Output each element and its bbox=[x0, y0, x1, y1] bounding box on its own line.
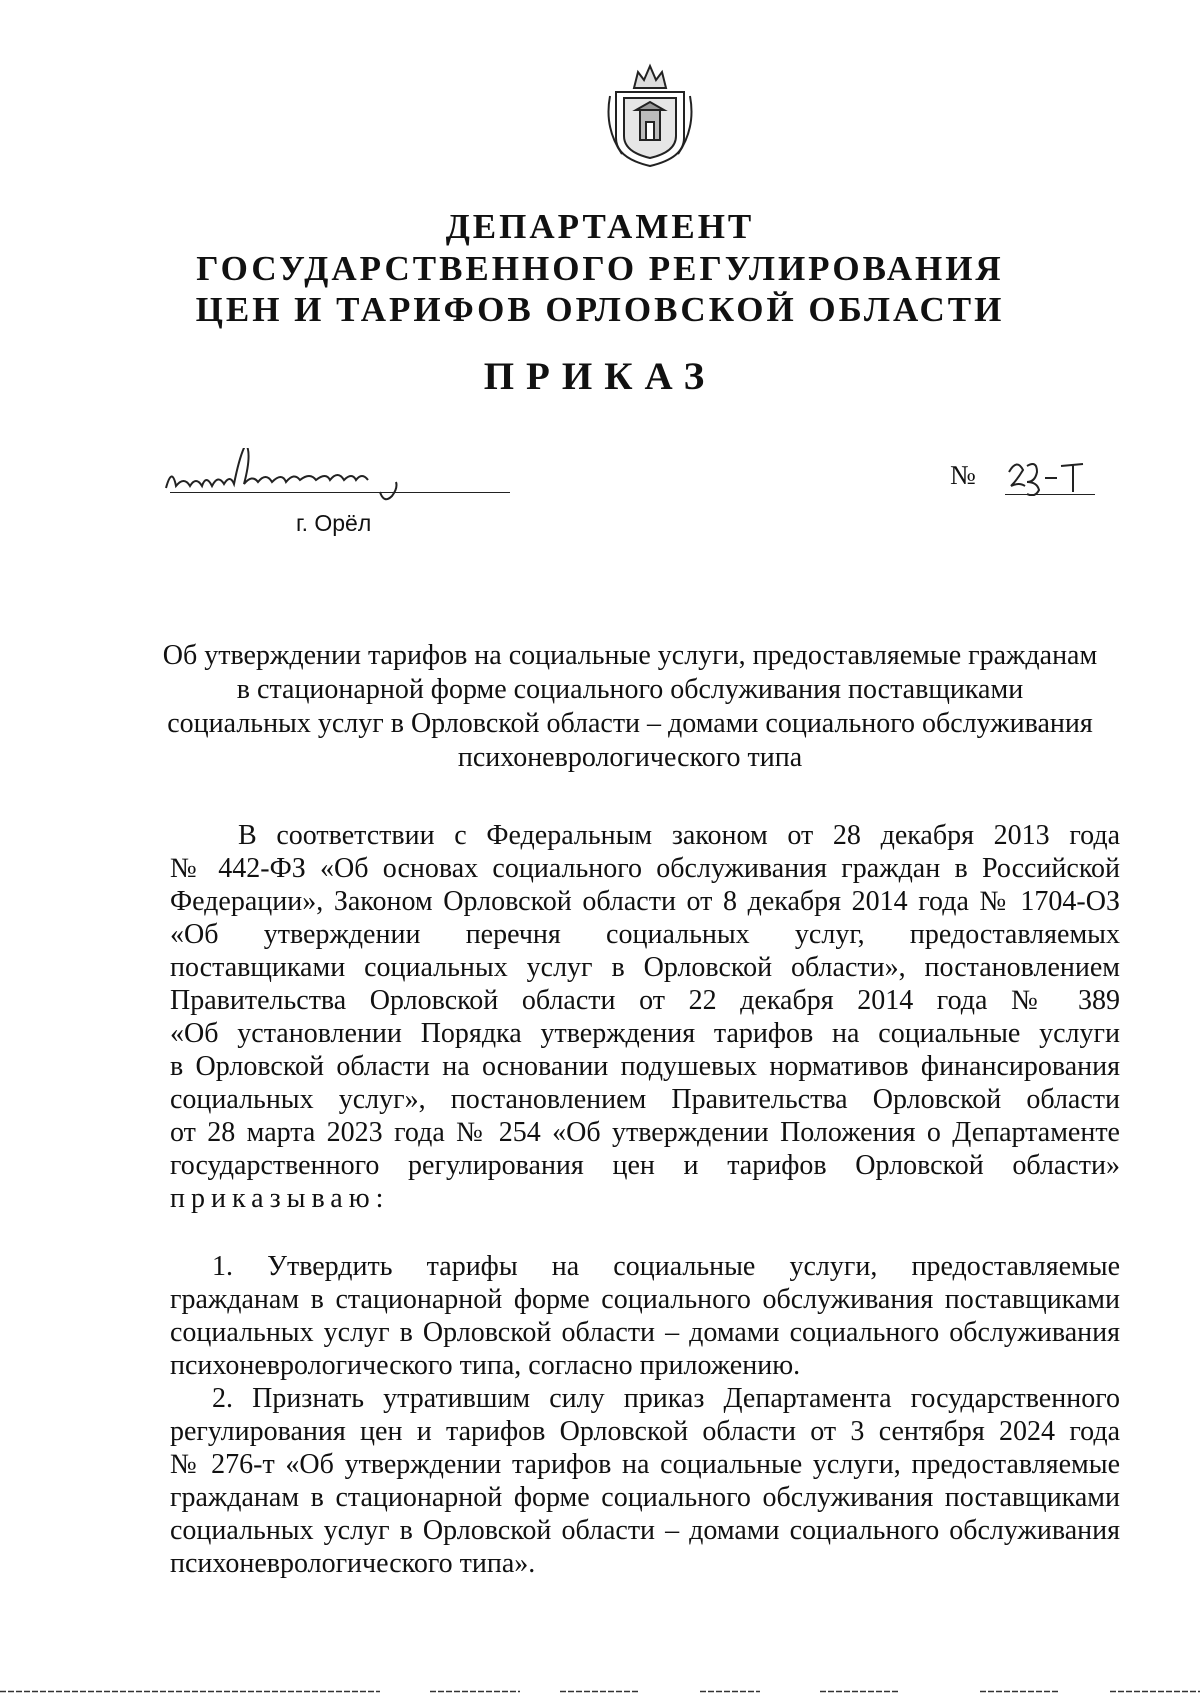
department-title-line-2: ГОСУДАРСТВЕННОГО РЕГУЛИРОВАНИЯ bbox=[196, 249, 1004, 288]
preamble-line: поставщиками социальных услуг в Орловской области», постановлением bbox=[170, 952, 1120, 983]
subject-line: в стационарной форме социального обслуживания поставщиками bbox=[236, 674, 1024, 705]
subject-line: социальных услуг в Орловской области – домами социального обслуживания bbox=[167, 708, 1093, 739]
handwritten-date bbox=[162, 448, 502, 504]
preamble-line: Правительства Орловской области от 22 декабря 2014 года № 389 bbox=[170, 985, 1120, 1016]
item2-line: № 276-т «Об утверждении тарифов на социальные услуги, предоставляемые bbox=[170, 1449, 1120, 1480]
preamble-line: социальных услуг», постановлением Правительства Орловской области bbox=[170, 1084, 1120, 1115]
item2-line: регулирования цен и тарифов Орловской области от 3 сентября 2024 года bbox=[170, 1416, 1120, 1447]
handwritten-number bbox=[1005, 452, 1095, 496]
number-underline bbox=[1005, 494, 1095, 495]
item2-line: гражданам в стационарной форме социального обслуживания поставщиками bbox=[170, 1482, 1120, 1513]
preamble-line: государственного регулирования цен и тарифов Орловской области» bbox=[170, 1150, 1120, 1181]
subject-line: Об утверждении тарифов на социальные услуги, предоставляемые гражданам bbox=[162, 640, 1098, 671]
preamble-line: от 28 марта 2023 года № 254 «Об утверждении Положения о Департаменте bbox=[170, 1117, 1120, 1148]
item1-line: социальных услуг в Орловской области – домами социального обслуживания bbox=[170, 1317, 1120, 1348]
preamble-line: Федерации», Законом Орловской области от 8 декабря 2014 года № 1704-ОЗ bbox=[170, 886, 1120, 917]
number-sign: № bbox=[950, 460, 976, 490]
preamble-line: № 442-ФЗ «Об основах социального обслуживания граждан в Российской bbox=[170, 853, 1120, 884]
date-underline bbox=[170, 492, 510, 493]
department-title-line-3: ЦЕН И ТАРИФОВ ОРЛОВСКОЙ ОБЛАСТИ bbox=[195, 290, 1005, 329]
department-title-line-1: ДЕПАРТАМЕНТ bbox=[445, 207, 755, 246]
item2-line: психоневрологического типа». bbox=[170, 1548, 536, 1579]
coat-of-arms-icon bbox=[594, 58, 706, 170]
item2-line: 2. Признать утратившим силу приказ Департамента государственного bbox=[212, 1383, 1120, 1414]
preamble-line: в Орловской области на основании подушевых нормативов финансирования bbox=[170, 1051, 1120, 1082]
preamble-line: В соответствии с Федеральным законом от 28 декабря 2013 года bbox=[238, 820, 1120, 851]
city-label: г. Орёл bbox=[296, 510, 372, 536]
item1-line: психоневрологического типа, согласно приложению. bbox=[170, 1350, 801, 1381]
subject-line: психоневрологического типа bbox=[457, 742, 803, 773]
scan-edge-rule bbox=[0, 1690, 1200, 1693]
item1-line: гражданам в стационарной форме социального обслуживания поставщиками bbox=[170, 1284, 1120, 1315]
item1-line: 1. Утвердить тарифы на социальные услуги, предоставляемые bbox=[212, 1251, 1120, 1282]
item2-line: социальных услуг в Орловской области – домами социального обслуживания bbox=[170, 1515, 1120, 1546]
preamble-line: «Об утверждении перечня социальных услуг, предоставляемых bbox=[170, 919, 1120, 950]
order-title: ПРИКАЗ bbox=[483, 355, 717, 398]
preamble-line: «Об установлении Порядка утверждения тарифов на социальные услуги bbox=[170, 1018, 1120, 1049]
order-verb: приказываю: bbox=[170, 1183, 390, 1214]
